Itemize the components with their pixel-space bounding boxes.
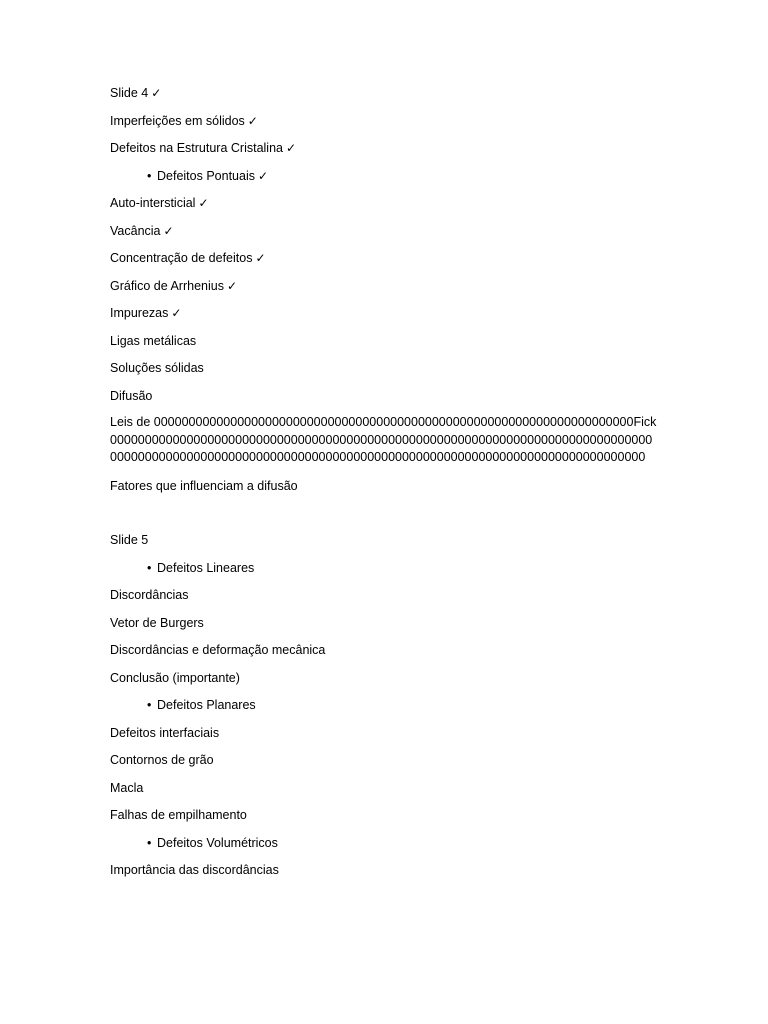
item-label: Importância das discordâncias — [110, 863, 279, 877]
check-icon: ✓ — [286, 141, 297, 155]
bullet-item-defeitos-planares — [110, 696, 658, 714]
bullet-icon: • — [147, 835, 152, 850]
check-icon: ✓ — [151, 86, 162, 100]
item-label: Defeitos Volumétricos — [157, 835, 278, 850]
item-label: Defeitos Lineares — [157, 560, 255, 575]
bullet-icon: • — [147, 168, 152, 183]
list-item-grafico-de-arrhenius — [110, 277, 658, 295]
item-label: Discordâncias e deformação mecânica — [110, 643, 326, 657]
list-item-difusao — [110, 387, 658, 405]
list-item-imperfeicoes-em-solidos — [110, 112, 658, 130]
list-item-auto-intersticial — [110, 194, 658, 212]
item-label: Vacância — [110, 223, 161, 238]
item-label: Defeitos Planares — [157, 698, 256, 712]
item-label: Defeitos Pontuais — [157, 168, 255, 183]
leis-de-fick-paragraph: Leis de 000000000000000000000000000000000000000000000000000000000000000000000Fick00000000000000000000000000000000000000000000000000000000000000000000000000000000000000000000000000000000000000000000000000000000000000000000000000000000000 — [110, 415, 657, 464]
document-content — [110, 84, 658, 889]
bullet-item-defeitos-lineares — [110, 559, 658, 577]
bullet-item-defeitos-pontuais — [110, 167, 658, 185]
item-label: Defeitos na Estrutura Cristalina — [110, 141, 283, 155]
list-item-vetor-de-burgers — [110, 614, 658, 632]
list-item-discordancias-e-deformacao-mecanica — [110, 641, 658, 659]
list-item-falhas-de-empilhamento — [110, 806, 658, 824]
bullet-icon: • — [147, 560, 152, 575]
item-label: Conclusão (importante) — [110, 670, 240, 685]
list-item-defeitos-interfaciais — [110, 724, 658, 742]
fatores-difusao-line: Fatores que influenciam a difusão — [110, 478, 298, 493]
check-icon: ✓ — [171, 306, 182, 320]
item-label: Contornos de grão — [110, 753, 214, 767]
check-icon: ✓ — [247, 113, 258, 128]
check-icon: ✓ — [198, 196, 209, 210]
section-title-slide-4: Slide 4 ✓ — [110, 86, 162, 100]
item-label: Gráfico de Arrhenius — [110, 278, 224, 293]
item-label: Defeitos interfaciais — [110, 725, 220, 740]
list-item-vacancia — [110, 222, 658, 240]
list-item-ligas-metalicas — [110, 332, 658, 350]
check-icon: ✓ — [226, 278, 238, 293]
check-icon: ✓ — [163, 223, 174, 238]
item-label: Vetor de Burgers — [110, 615, 204, 630]
section-2-list — [110, 559, 658, 880]
item-label: Concentração de defeitos — [110, 251, 253, 265]
item-label: Macla — [110, 780, 144, 795]
list-item-impurezas — [110, 304, 658, 322]
check-icon: ✓ — [255, 251, 266, 265]
item-label: Falhas de empilhamento — [110, 808, 247, 822]
check-icon: ✓ — [257, 168, 269, 183]
bullet-item-defeitos-volumetricos — [110, 834, 658, 852]
list-item-contornos-de-grao — [110, 751, 658, 769]
item-label: Imperfeições em sólidos — [110, 113, 245, 128]
list-item-discordancias — [110, 586, 658, 604]
item-label: Discordâncias — [110, 588, 189, 602]
item-label: Difusão — [110, 388, 153, 403]
bullet-icon: • — [147, 698, 152, 712]
item-label: Ligas metálicas — [110, 333, 197, 348]
list-item-concentracao-de-defeitos — [110, 249, 658, 267]
list-item-defeitos-na-estrutura-cristalina — [110, 139, 658, 157]
list-item-solucoes-solidas — [110, 359, 658, 377]
section-1-list — [110, 112, 658, 405]
section-title-slide-5: Slide 5 — [110, 533, 149, 547]
list-item-importancia-das-discordancias — [110, 861, 658, 879]
section-spacer — [110, 504, 658, 531]
item-label: Soluções sólidas — [110, 361, 204, 375]
list-item-macla — [110, 779, 658, 797]
item-label: Impurezas — [110, 306, 169, 320]
item-label: Auto-intersticial — [110, 196, 196, 210]
list-item-conclusao-importante — [110, 669, 658, 687]
